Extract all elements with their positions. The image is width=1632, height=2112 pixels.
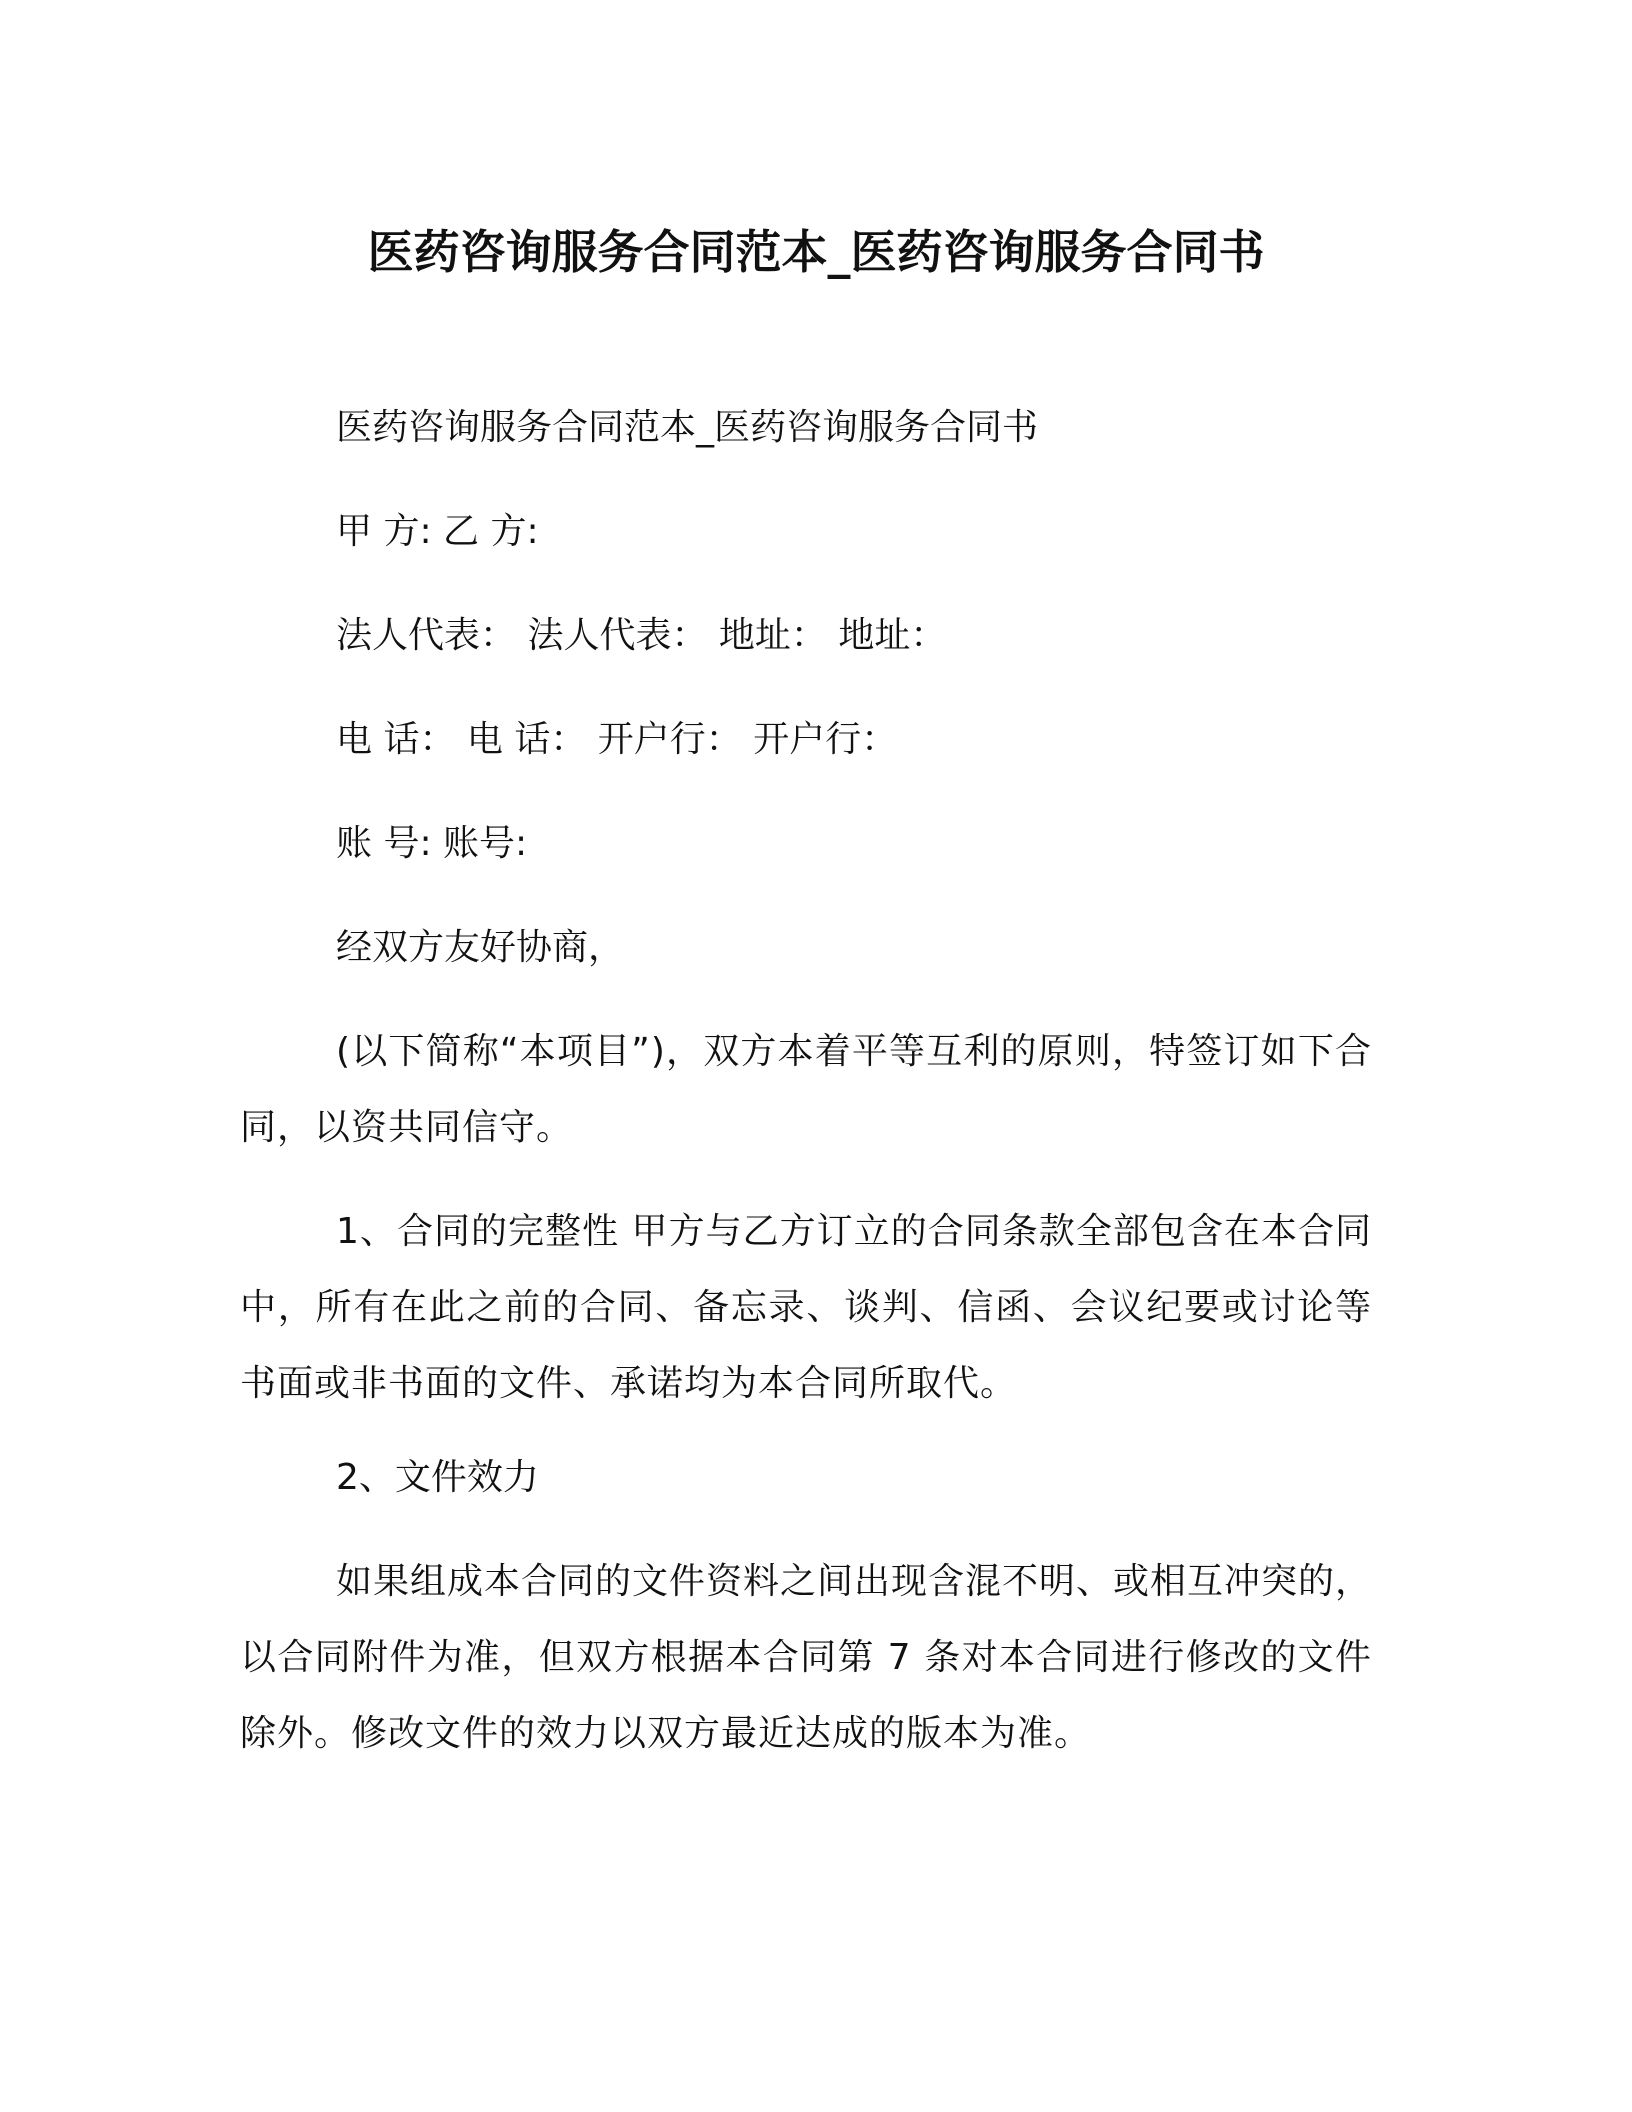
clause-2-paragraph: 如果组成本合同的文件资料之间出现含混不明、或相互冲突的，以合同附件为准，但双方根据本合同第 7 条对本合同进行修改的文件除外。修改文件的效力以双方最近达成的版本为准。 <box>240 1561 1373 1754</box>
document-title: 医药咨询服务合同范本_医药咨询服务合同书 <box>367 225 1265 279</box>
parties-line: 甲 方: 乙 方: <box>336 511 539 552</box>
clause-2-heading: 2、文件效力 <box>336 1457 539 1498</box>
intro-paragraph: (以下简称“本项目”)，双方本着平等互利的原则，特签订如下合同，以资共同信守。 <box>240 1031 1372 1148</box>
legal-representatives-line: 法人代表： 法人代表： 地址： 地址： <box>336 615 947 656</box>
account-line: 账 号: 账号: <box>336 823 528 864</box>
negotiation-line: 经双方友好协商， <box>336 927 625 968</box>
document-subtitle: 医药咨询服务合同范本_医药咨询服务合同书 <box>336 407 1039 448</box>
clause-1-paragraph: 1、合同的完整性 甲方与乙方订立的合同条款全部包含在本合同中，所有在此之前的合同、备忘录、谈判、信函、会议纪要或讨论等书面或非书面的文件、承诺均为本合同所取代。 <box>240 1211 1372 1404</box>
phone-bank-line: 电 话： 电 话： 开户行： 开户行： <box>336 719 898 760</box>
